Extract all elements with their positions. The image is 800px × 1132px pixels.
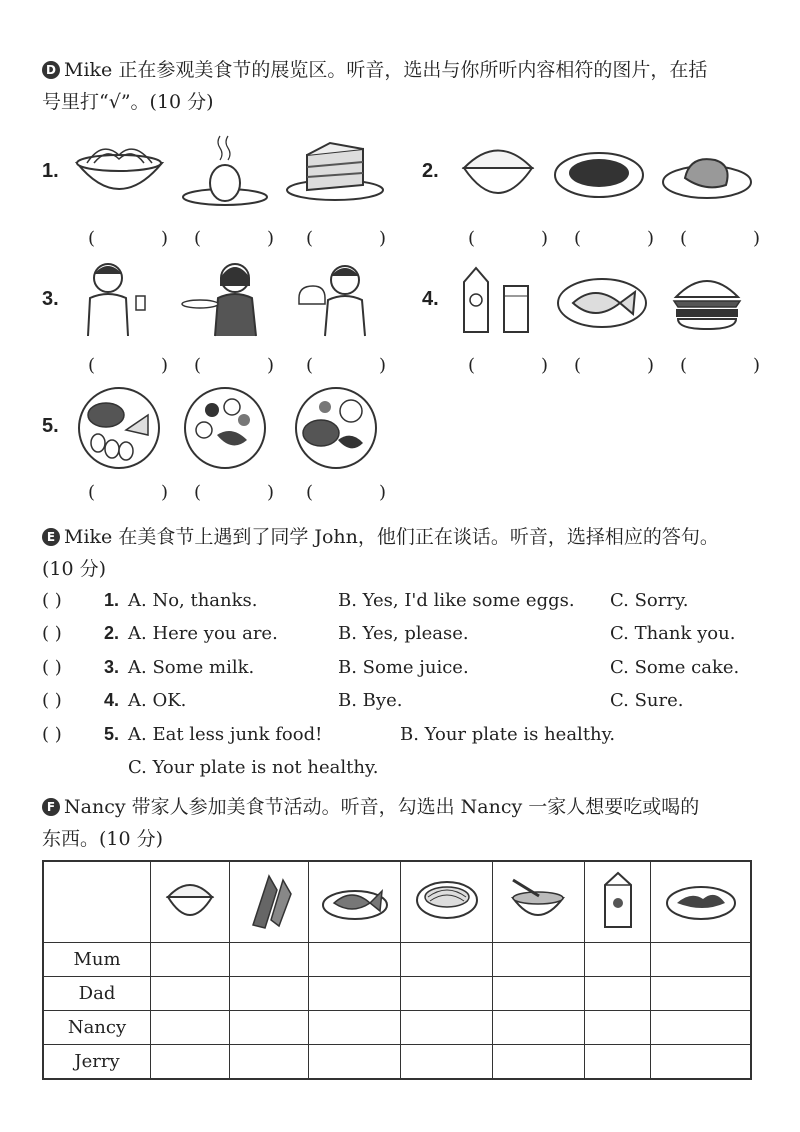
- section-e-instructions: [42, 521, 762, 585]
- col-milk-carton: [584, 861, 650, 943]
- d-question-3-number: 3.: [42, 288, 59, 310]
- e-option-4c: C. Sure.: [610, 690, 684, 711]
- e-item-4: ( ) 4. A. OK. B. Bye. C. Sure.: [42, 690, 684, 711]
- egg-plate-icon: [180, 135, 270, 210]
- table-row-mum: [43, 943, 751, 977]
- d-answer-1b[interactable]: ( ): [194, 228, 274, 249]
- d-question-1-number: 1.: [42, 160, 59, 182]
- section-d-line1: Mike 正在参观美食节的展览区。听音，选出与你所听内容相符的图片，在括: [64, 59, 708, 81]
- e-option-3b: B. Some juice.: [338, 657, 469, 678]
- vegetables-plate-icon: [663, 875, 739, 925]
- d-question-4-number: 4.: [422, 288, 439, 310]
- col-rice-bowl: [151, 861, 230, 943]
- cake-slice-icon: [285, 135, 385, 205]
- d-answer-4c[interactable]: ( ): [680, 355, 760, 376]
- e-option-3a: A. Some milk.: [128, 657, 255, 678]
- d-answer-4a[interactable]: ( ): [468, 355, 548, 376]
- d-answer-4b[interactable]: ( ): [574, 355, 654, 376]
- noodles-bowl-icon: [72, 135, 167, 205]
- e-item-2: ( ) 2. A. Here you are. B. Yes, please. C. Thank you.: [42, 623, 736, 644]
- boy-with-bread-icon: [295, 258, 380, 338]
- girl-with-plate-icon: [180, 258, 270, 338]
- d-answer-2b[interactable]: ( ): [574, 228, 654, 249]
- col-soup-bowl: [493, 861, 585, 943]
- e-option-4b: B. Bye.: [338, 690, 403, 711]
- e-option-5a: A. Eat less junk food!: [128, 724, 323, 745]
- table-row-dad: [43, 977, 751, 1011]
- col-chicken-wings: [230, 861, 309, 943]
- e-option-2c: C. Thank you.: [610, 623, 736, 644]
- noodles-bowl-icon: [412, 875, 482, 925]
- d-answer-3c[interactable]: ( ): [306, 355, 386, 376]
- section-d-badge: D: [42, 61, 60, 79]
- d-answer-3a[interactable]: ( ): [88, 355, 168, 376]
- e-answer-paren-4[interactable]: ( ): [42, 690, 62, 711]
- steak-veg-rice-plate-icon: [293, 385, 379, 471]
- e-item-1: ( ) 1. A. No, thanks. B. Yes, I'd like some eggs. C. Sorry.: [42, 590, 689, 611]
- e-option-1b: B. Yes, I'd like some eggs.: [338, 590, 575, 611]
- section-e-badge: E: [42, 528, 60, 546]
- hamburger-icon: [670, 265, 745, 335]
- e-option-5b: B. Your plate is healthy.: [400, 724, 616, 745]
- e-answer-paren-2[interactable]: ( ): [42, 623, 62, 644]
- row-label-mum: Mum: [43, 943, 151, 977]
- e-option-5c: C. Your plate is not healthy.: [128, 757, 379, 778]
- section-d-instructions: [42, 54, 762, 118]
- d-question-5-number: 5.: [42, 415, 59, 437]
- section-e-line2: (10 分): [42, 558, 107, 580]
- e-option-4a: A. OK.: [128, 690, 187, 711]
- section-f-instructions: [42, 791, 762, 855]
- section-f-badge: F: [42, 798, 60, 816]
- d-answer-5c[interactable]: ( ): [306, 482, 386, 503]
- e-answer-paren-1[interactable]: ( ): [42, 590, 62, 611]
- d-answer-1a[interactable]: ( ): [88, 228, 168, 249]
- section-f-line2: 东西。(10 分): [42, 828, 164, 850]
- meat-plate-icon: [660, 140, 755, 205]
- e-option-1a: A. No, thanks.: [128, 590, 258, 611]
- e-item-5: ( ) 5. A. Eat less junk food! B. Your plate is healthy.: [42, 724, 616, 745]
- row-label-nancy: Nancy: [43, 1011, 151, 1045]
- vegetables-plate-icon: [552, 140, 647, 205]
- e-item-3: ( ) 3. A. Some milk. B. Some juice. C. Some cake.: [42, 657, 740, 678]
- d-answer-2a[interactable]: ( ): [468, 228, 548, 249]
- e-option-2a: A. Here you are.: [128, 623, 278, 644]
- table-row-nancy: [43, 1011, 751, 1045]
- milk-carton-icon: [593, 869, 643, 931]
- vegetables-fruit-plate-icon: [182, 385, 268, 471]
- d-question-2-number: 2.: [422, 160, 439, 182]
- steak-eggs-cake-plate-icon: [76, 385, 162, 471]
- fish-plate-icon: [555, 268, 650, 333]
- col-fish-plate: [309, 861, 401, 943]
- rice-bowl-icon: [458, 138, 538, 208]
- e-option-3c: C. Some cake.: [610, 657, 740, 678]
- corner-cell: [43, 861, 151, 943]
- e-answer-paren-5[interactable]: ( ): [42, 724, 62, 745]
- soup-bowl-icon: [503, 872, 573, 927]
- d-answer-1c[interactable]: ( ): [306, 228, 386, 249]
- e-option-1c: C. Sorry.: [610, 590, 689, 611]
- e-item-5-continued: [42, 757, 762, 789]
- rice-bowl-icon: [160, 875, 220, 925]
- boy-with-milk-icon: [78, 258, 158, 338]
- food-choice-table: [42, 860, 752, 1080]
- row-label-dad: Dad: [43, 977, 151, 1011]
- d-answer-2c[interactable]: ( ): [680, 228, 760, 249]
- col-noodles-bowl: [401, 861, 493, 943]
- row-label-jerry: Jerry: [43, 1045, 151, 1080]
- d-answer-3b[interactable]: ( ): [194, 355, 274, 376]
- e-option-2b: B. Yes, please.: [338, 623, 469, 644]
- col-vegetables-plate: [651, 861, 751, 943]
- section-f-line1: Nancy 带家人参加美食节活动。听音，勾选出 Nancy 一家人想要吃或喝的: [64, 796, 700, 818]
- chicken-wings-icon: [239, 870, 299, 930]
- d-answer-5b[interactable]: ( ): [194, 482, 274, 503]
- d-answer-5a[interactable]: ( ): [88, 482, 168, 503]
- section-d-line2: 号里打“√”。(10 分): [42, 91, 214, 113]
- table-row-jerry: [43, 1045, 751, 1080]
- e-answer-paren-3[interactable]: ( ): [42, 657, 62, 678]
- milk-carton-glass-icon: [460, 262, 535, 337]
- fish-plate-icon: [320, 875, 390, 925]
- section-e-line1: Mike 在美食节上遇到了同学 John，他们正在谈话。听音，选择相应的答句。: [64, 526, 719, 548]
